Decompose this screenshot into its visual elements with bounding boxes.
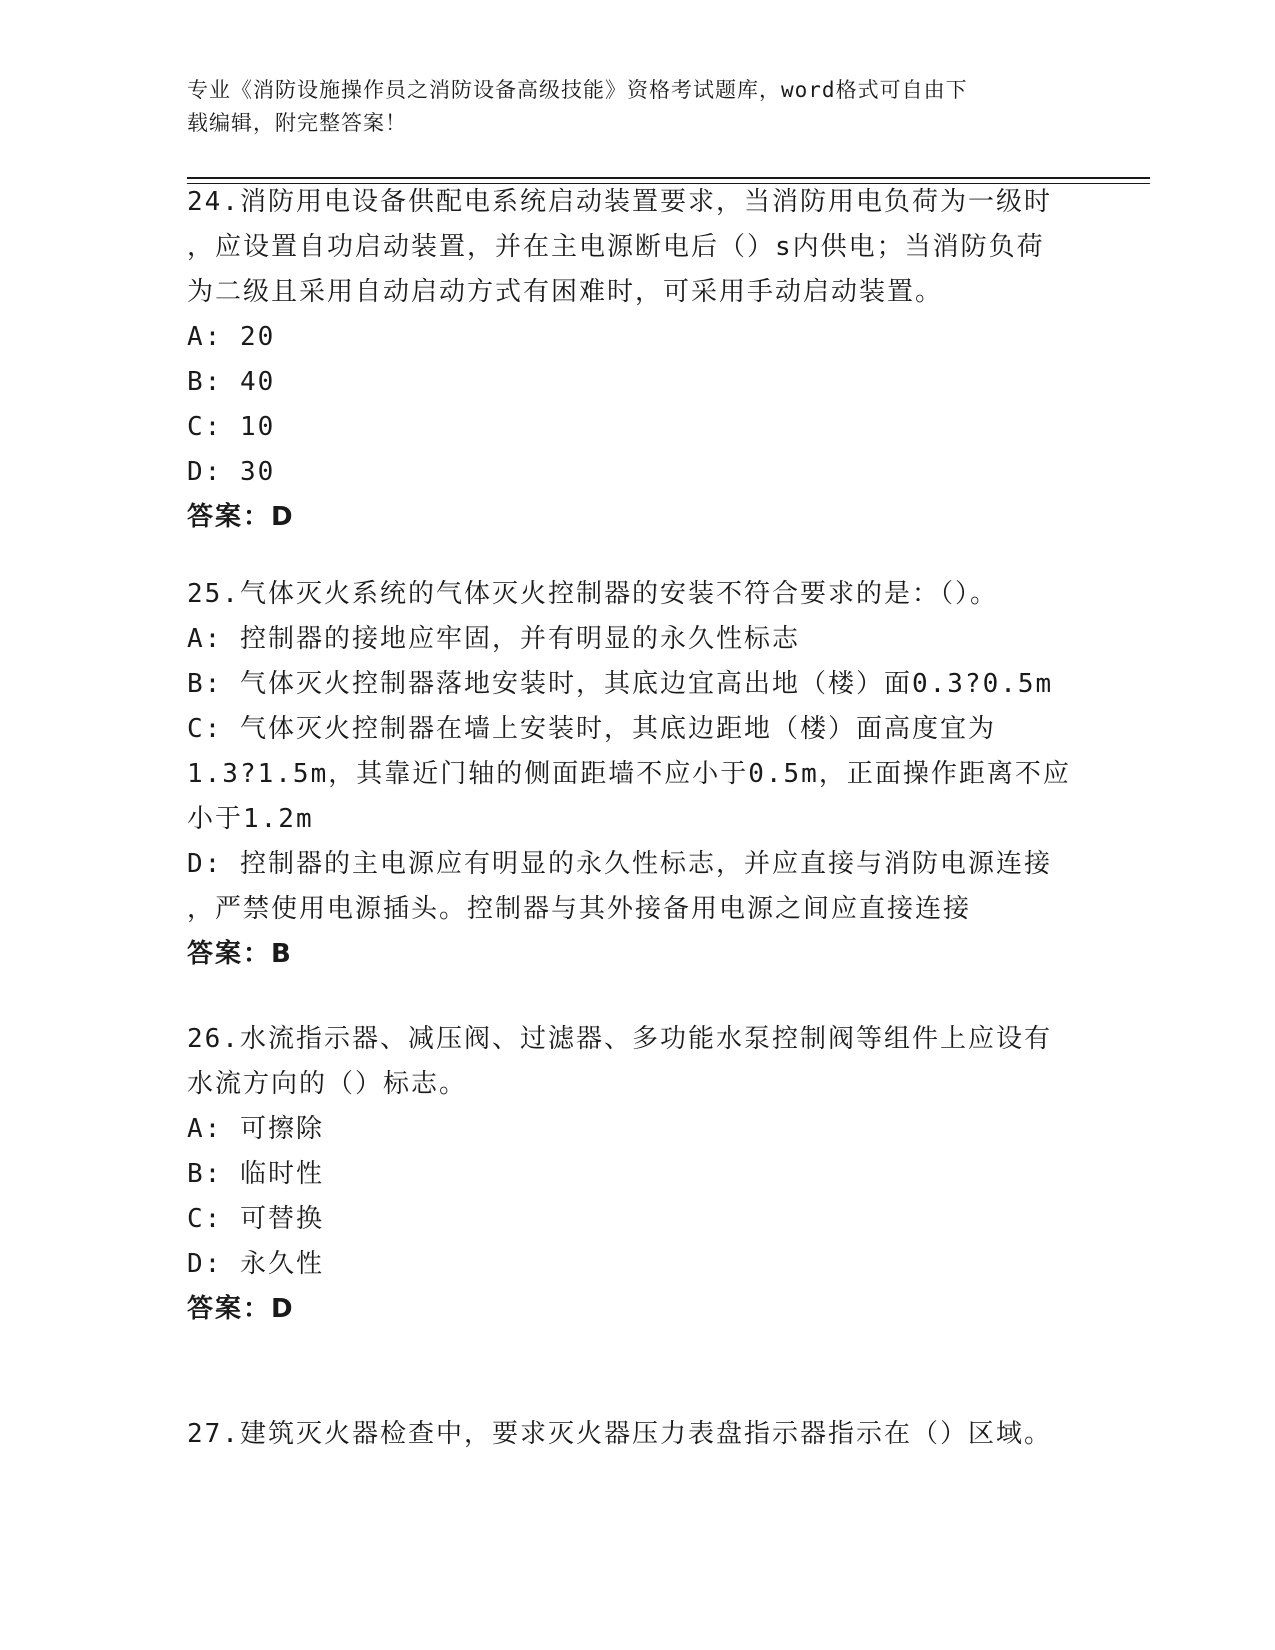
option-d: D: 控制器的主电源应有明显的永久性标志，并应直接与消防电源连接 — [187, 849, 1052, 879]
option-c: C: 10 — [187, 412, 276, 442]
answer-label: 答案：D — [187, 502, 295, 532]
header-line-1: 专业《消防设施操作员之消防设备高级技能》资格考试题库，word格式可自由下 — [187, 78, 968, 102]
question-26 — [187, 1017, 1087, 1332]
header-divider-thick — [187, 177, 1150, 179]
question-stem-line: 24.消防用电设备供配电系统启动装置要求，当消防用电负荷为一级时 — [187, 187, 1052, 217]
option-d: D: 30 — [187, 457, 276, 487]
option-c: C: 气体灭火控制器在墙上安装时，其底边距地（楼）面高度宜为 — [187, 714, 996, 744]
option-a: A: 可擦除 — [187, 1114, 324, 1144]
question-stem-line: 27.建筑灭火器检查中，要求灭火器压力表盘指示器指示在（）区域。 — [187, 1419, 1052, 1449]
question-25 — [187, 572, 1087, 977]
question-24 — [187, 180, 1087, 540]
option-b: B: 气体灭火控制器落地安装时，其底边宜高出地（楼）面0.3?0.5m — [187, 669, 1054, 699]
option-c-continued: 1.3?1.5m，其靠近门轴的侧面距墙不应小于0.5m，正面操作距离不应 — [187, 759, 1071, 789]
option-d-continued: ，严禁使用电源插头。控制器与其外接备用电源之间应直接连接 — [187, 894, 972, 924]
option-b: B: 临时性 — [187, 1159, 324, 1189]
option-a: A: 20 — [187, 322, 276, 352]
option-c-continued: 小于1.2m — [187, 804, 314, 834]
question-stem-line: ，应设置自功启动装置，并在主电源断电后（）s内供电；当消防负荷 — [187, 232, 1045, 262]
header-line-2: 载编辑，附完整答案！ — [187, 111, 407, 135]
option-d: D: 永久性 — [187, 1249, 324, 1279]
question-stem-line: 为二级且采用自动启动方式有困难时，可采用手动启动装置。 — [187, 277, 944, 307]
option-b: B: 40 — [187, 367, 276, 397]
answer-label: 答案：D — [187, 1294, 295, 1324]
question-stem-line: 26.水流指示器、减压阀、过滤器、多功能水泵控制阀等组件上应设有 — [187, 1024, 1052, 1054]
option-a: A: 控制器的接地应牢固，并有明显的永久性标志 — [187, 624, 800, 654]
answer-label: 答案：B — [187, 939, 293, 969]
option-c: C: 可替换 — [187, 1204, 324, 1234]
question-27 — [187, 1412, 1087, 1457]
question-stem-line: 25.气体灭火系统的气体灭火控制器的安装不符合要求的是：（）。 — [187, 579, 998, 609]
document-header — [187, 74, 1087, 140]
question-stem-line: 水流方向的（）标志。 — [187, 1069, 468, 1099]
